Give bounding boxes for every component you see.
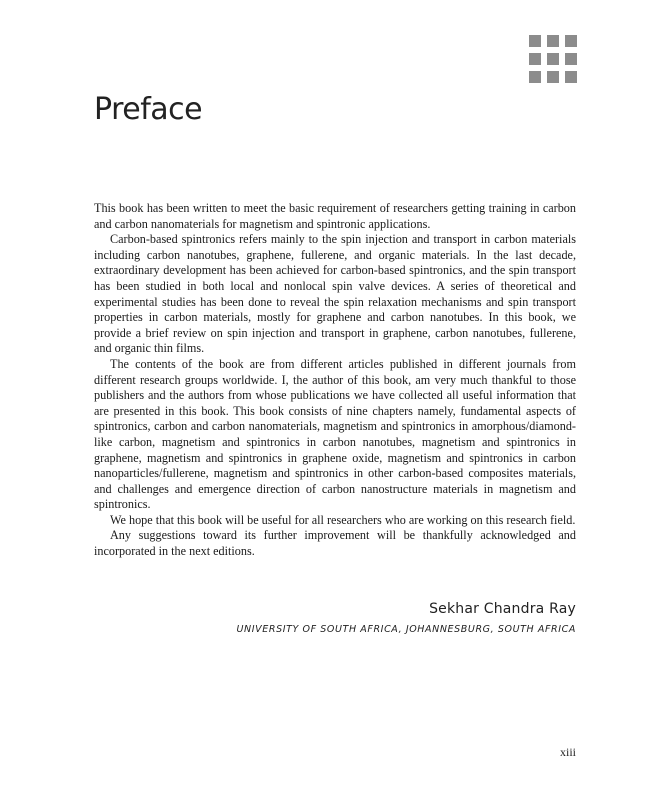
preface-body: [94, 201, 576, 560]
paragraph: This book has been written to meet the basic requirement of researchers getting training in carbon and carbon nanomaterials for magnetism and spintronic applications.: [94, 201, 576, 231]
page-title: Preface: [94, 92, 203, 127]
ornament-square: [565, 35, 577, 47]
ornament-square: [565, 53, 577, 65]
ornament-square: [529, 53, 541, 65]
ornament-square: [547, 53, 559, 65]
paragraph: Any suggestions toward its further improvement will be thankfully acknowledged and incorporated in the next editions.: [94, 528, 576, 559]
author-signature: [237, 601, 577, 635]
ornament-square: [529, 71, 541, 83]
paragraph: Carbon-based spintronics refers mainly to the spin injection and transport in carbon materials including carbon nanotubes, graphene, fullerene, and organic materials. In the last decade, extraordinary development has been achieved for carbon-based spintronics, and the spin transport has been studied in both local and nonlocal spin valve devices. A series of theoretical and experimental studies has been done to reveal the spin relaxation mechanisms and spin transport properties in carbon materials, mostly for graphene and carbon nanotubes. In this book, we provide a brief review on spin injection and transport in graphene, carbon nanotubes, fullerene, and organic thin films.: [94, 232, 576, 356]
author-name: Sekhar Chandra Ray: [429, 601, 576, 617]
ornament-square: [565, 71, 577, 83]
ornament-square: [547, 35, 559, 47]
chapter-ornament-grid: [529, 35, 577, 81]
paragraph: We hope that this book will be useful for all researchers who are working on this research field.: [110, 512, 576, 527]
paragraph: The contents of the book are from different articles published in different journals from different research groups worldwide. I, the author of this book, am very much thankful to those publishers and the authors from whose publications we have collected all useful information that are presented in this book. This book consists of nine chapters namely, fundamental aspects of spintronics, carbon and carbon nanomaterials, magnetism and spintronics in amorphous/diamond-like carbon, magnetism and spintronics in carbon nanotubes, magnetism and spintronics in graphene, magnetism and spintronics in graphene oxide, magnetism and spintronics in carbon nanoparticles/fullerene, magnetism and spintronics in other carbon-based composites materials, and challenges and emergence direction of carbon nanostructure materials in magnetism and spintronics.: [94, 356, 576, 512]
ornament-square: [529, 35, 541, 47]
ornament-square: [547, 71, 559, 83]
author-affiliation: UNIVERSITY OF SOUTH AFRICA, JOHANNESBURG, SOUTH AFRICA: [236, 624, 576, 635]
page-number: xiii: [559, 745, 576, 759]
